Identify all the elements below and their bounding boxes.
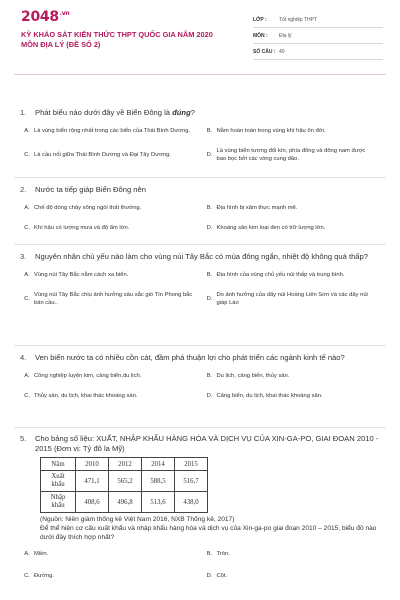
question-5 xyxy=(20,434,385,583)
data-table xyxy=(40,457,208,513)
option-b[interactable]: B. Tròn. xyxy=(206,551,230,557)
question-text: Phát biểu nào dưới đây về Biển Đông là đúng? xyxy=(35,108,195,117)
option-a[interactable]: A. Vùng núi Tây Bắc nằm cách xa biển. xyxy=(24,272,129,278)
question-2 xyxy=(20,185,385,235)
option-c[interactable]: C. Thủy sản, du lịch, khai thác khoáng sản. xyxy=(24,393,138,399)
option-d[interactable]: D. Là vùng biển tương đối kín, phía đông và đông nam được bao bọc bởi các vòng cung đảo. xyxy=(206,148,366,162)
option-a[interactable]: A. Miền. xyxy=(24,551,49,557)
table-source: (Nguồn: Niên giám thống kê Việt Nam 2016, NXB Thống kê, 2017) xyxy=(40,516,235,523)
header-divider xyxy=(14,74,386,75)
table-cell: 513,6 xyxy=(142,492,175,513)
exam-meta xyxy=(253,12,383,60)
exam-title: KỲ KHẢO SÁT KIẾN THỨC THPT QUỐC GIA NĂM 2020 MÔN ĐỊA LÝ (ĐỀ SỐ 2) xyxy=(21,30,213,49)
table-cell: 496,8 xyxy=(109,492,142,513)
exam-header xyxy=(0,0,400,58)
option-d[interactable]: D. Do ảnh hưởng của dãy núi Hoàng Liên Sơn và các dãy núi giáp Lào xyxy=(206,292,368,306)
question-number: 4. xyxy=(20,353,27,362)
question-text: Nước ta tiếp giáp Biển Đông nên xyxy=(35,185,146,194)
table-cell: 516,7 xyxy=(175,471,208,492)
option-a[interactable]: A. Công nghiệp luyện kim, cảng biển,du lịch. xyxy=(24,373,142,379)
site-logo[interactable]: $2048^{.vn}$ xyxy=(21,9,70,25)
table-cell: 408,6 xyxy=(76,492,109,513)
table-cell: 588,5 xyxy=(142,471,175,492)
table-header-row xyxy=(41,458,208,471)
question-4 xyxy=(20,353,385,403)
table-cell: 471,1 xyxy=(76,471,109,492)
table-row xyxy=(41,492,208,513)
option-c[interactable]: C. Đường. xyxy=(24,573,54,579)
question-number: 2. xyxy=(20,185,27,194)
table-cell: 565,2 xyxy=(109,471,142,492)
table-header-cell: 2014 xyxy=(142,458,175,471)
question-prompt: Để thể hiện cơ cấu xuất khẩu và nhập khẩu hàng hóa và dịch vụ của Xin-ga-po giai đoạn 2010 – 2015, biểu đồ nào dưới đây thích hợp nhất? xyxy=(40,525,377,541)
option-b[interactable]: B. Du lịch, cảng biển, thủy sản. xyxy=(206,373,290,379)
question-text: Cho bảng số liệu: XUẤT, NHẬP KHẨU HÀNG HÓA VÀ DỊCH VỤ CỦA XIN-GA-PO, GIAI ĐOẠN 2010 - 2015 (Đơn vị: Tỷ đô la Mỹ) xyxy=(35,434,379,453)
table-header-cell: 2015 xyxy=(175,458,208,471)
option-d[interactable]: D. Cảng biển, du lịch, khai thác khoáng sản. xyxy=(206,393,323,399)
meta-count-row: SỐ CÂU : 40 xyxy=(253,44,383,60)
question-1 xyxy=(20,108,385,166)
option-a[interactable]: A. Chế độ dòng chảy sông ngòi thất thường. xyxy=(24,205,142,211)
question-number: 3. xyxy=(20,252,27,261)
question-number: 1. xyxy=(20,108,27,117)
table-row xyxy=(41,471,208,492)
question-text: Nguyên nhân chủ yếu nào làm cho vùng núi Tây Bắc có mùa đông ngắn, nhiệt độ không quá thấp? xyxy=(35,252,368,261)
table-header-cell: Năm xyxy=(41,458,76,471)
question-number: 5. xyxy=(20,434,27,443)
table-header-cell: 2012 xyxy=(109,458,142,471)
option-b[interactable]: B. Địa hình bị xâm thực mạnh mẽ. xyxy=(206,205,298,211)
table-row-label: Nhập khẩu xyxy=(41,492,76,513)
option-c[interactable]: C. Là cầu nối giữa Thái Bình Dương và Đại Tây Dương. xyxy=(24,152,171,158)
table-cell: 438,0 xyxy=(175,492,208,513)
meta-subject-row: MÔN : Địa lý xyxy=(253,28,383,44)
meta-class-row: LỚP : Tốt nghiệp THPT xyxy=(253,12,383,28)
table-row-label: Xuất khẩu xyxy=(41,471,76,492)
question-3 xyxy=(20,252,385,310)
option-c[interactable]: C. Vùng núi Tây Bắc chịu ảnh hưởng sâu sắc gió Tín Phong bắc bán cầu.. xyxy=(24,292,193,306)
option-b[interactable]: B. Địa hình của vùng chủ yếu núi thấp và trung bình. xyxy=(206,272,345,278)
table-header-cell: 2010 xyxy=(76,458,109,471)
question-text: Ven biển nước ta có nhiều cồn cát, đầm phá thuận lợi cho phát triển các ngành kinh tế nào? xyxy=(35,353,345,362)
question-separator xyxy=(14,244,386,245)
option-b[interactable]: B. Nằm hoàn toàn trong vùng khí hậu ôn đới. xyxy=(206,128,326,134)
option-d[interactable]: D. Khoáng sản kim loại đen có trữ lượng lớn. xyxy=(206,225,326,231)
question-separator xyxy=(14,427,386,428)
question-separator xyxy=(14,177,386,178)
question-separator xyxy=(14,345,386,346)
option-c[interactable]: C. Khí hậu có lượng mưa và độ ẩm lớn. xyxy=(24,225,130,231)
option-d[interactable]: D. Cột. xyxy=(206,573,228,579)
option-a[interactable]: A. Là vùng biển rộng nhất trong các biển của Thái Bình Dương. xyxy=(24,128,191,134)
